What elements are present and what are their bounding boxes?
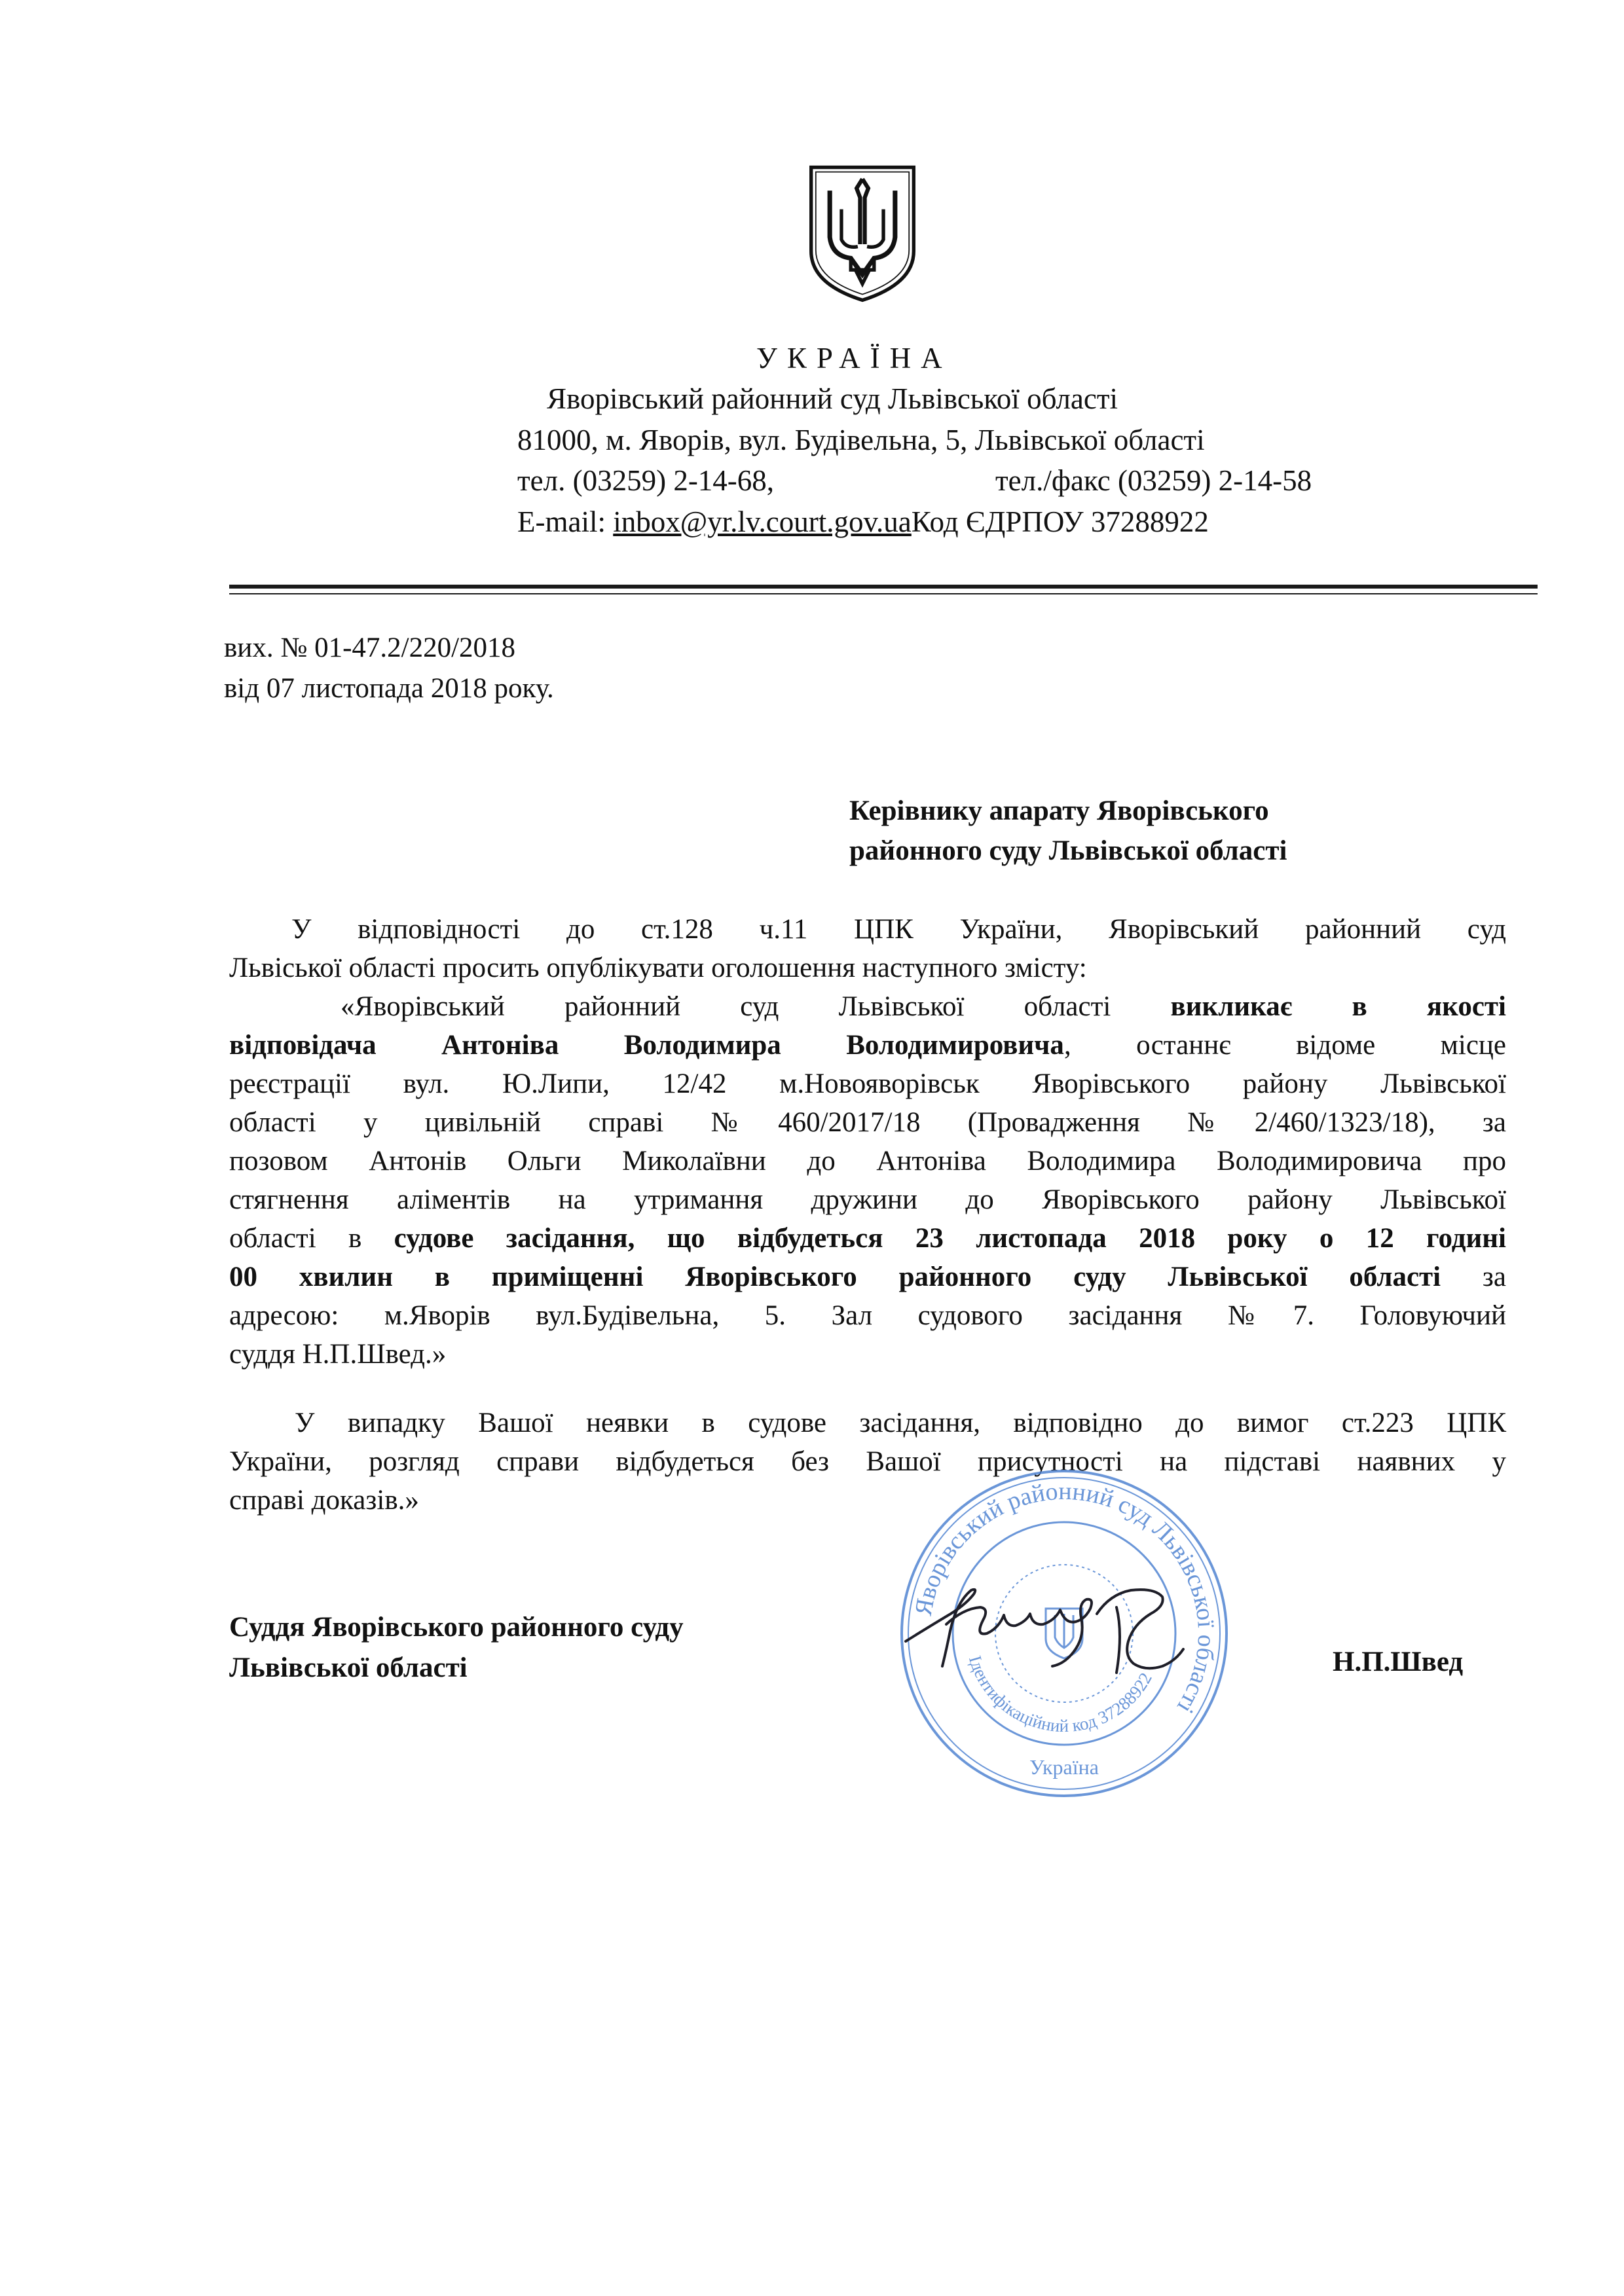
header-divider-thin [229, 593, 1538, 594]
addressee-block [849, 791, 1287, 871]
header-address: 81000, м. Яворів, вул. Будівельна, 5, Львівської області [517, 424, 1205, 456]
text-run: , останнє відоме місце [1063, 1030, 1507, 1061]
signature-title-line-1: Суддя Яворівського районного суду [229, 1612, 684, 1643]
stamp-code-text: Ідентифікаційний код 37288922 [965, 1653, 1156, 1736]
paragraph-line: області у цивільній справі №460/2017/18 (Провадження №2/460/1323/18), за [229, 1107, 1506, 1138]
paragraph-line: суддя Н.П.Швед.» [229, 1339, 447, 1370]
email-label: E-mail: [517, 505, 614, 538]
paragraph-line: Львіської області просить опублікувати оголошення наступного змісту: [229, 953, 1087, 983]
paragraph-line: України, розгляд справи відбудеться без Вашої присутності на підставі наявних у [229, 1446, 1506, 1477]
coat-of-arms-icon [804, 162, 921, 305]
paragraph-announcement [229, 987, 1506, 1374]
paragraph-line [229, 1258, 1506, 1296]
text-run: за [1441, 1262, 1506, 1292]
text-run-bold: відповідача Антоніва Володимира Володимировича [229, 1030, 1064, 1061]
paragraph-line: справі доказів.» [229, 1485, 419, 1516]
paragraph-line [229, 1026, 1506, 1065]
paragraph-line: У відповідності до ст.128 ч.11 ЦПК України, Яворівський районний суд [291, 914, 1506, 945]
outgoing-number: вих. № 01-47.2/220/2018 [224, 632, 516, 663]
header-fax: тел./факс (03259) 2-14-58 [995, 464, 1312, 497]
paragraph-line [229, 1219, 1506, 1258]
text-run-bold: 00 хвилин в приміщенні Яворівського районного суду Львівської області [229, 1262, 1441, 1292]
paragraph-line: реєстрації вул. Ю.Липи, 12/42 м.Новояворівськ Яворівського району Львівської [229, 1068, 1506, 1099]
signatory-name: Н.П.Швед [1333, 1647, 1464, 1677]
text-run-bold: судове засідання, що відбудеться 23 листопада 2018 року о 12 годині [394, 1223, 1506, 1254]
paragraph-line: стягнення аліментів на утримання дружини до Яворівського району Львівської [229, 1184, 1506, 1215]
text-run: області в [229, 1223, 394, 1254]
header-phone: тел. (03259) 2-14-68, [517, 464, 775, 497]
header-divider-thick [229, 585, 1538, 589]
signature-title [229, 1607, 684, 1688]
paragraph-warning [229, 1404, 1506, 1520]
handwritten-signature [900, 1568, 1189, 1692]
header-court-name: Яворівський районний суд Львівської області [547, 382, 1118, 415]
addressee-line-1: Керівнику апарату Яворівського [849, 795, 1269, 826]
header-email-line [517, 507, 1209, 537]
edrpou-code: Код ЄДРПОУ 37288922 [911, 505, 1209, 538]
paragraph-line: адресою: м.Яворів вул.Будівельна, 5. Зал судового засідання №7. Головуючий [229, 1300, 1506, 1331]
paragraph-line: У випадку Вашої неявки в судове засідання, відповідно до вимог ст.223 ЦПК [295, 1408, 1506, 1438]
addressee-line-2: районного суду Львівської області [849, 835, 1287, 866]
document-date: від 07 листопада 2018 року. [224, 673, 554, 704]
signature-title-line-2: Львівської області [229, 1652, 468, 1683]
stamp-ring-text: Яворівський районний суд Львівської області [909, 1477, 1221, 1719]
paragraph-intro [229, 910, 1506, 987]
paragraph-line: позовом Антонів Ольги Миколаївни до Антоніва Володимира Володимировича про [229, 1146, 1506, 1176]
email-link[interactable]: inbox@yr.lv.court.gov.ua [613, 505, 912, 538]
header-country: УКРАЇНА [756, 342, 952, 374]
text-run-bold: викликає в якості [1170, 991, 1506, 1022]
stamp-country-text: Україна [1029, 1755, 1099, 1779]
text-run: «Яворівський районний суд Львівської області [341, 991, 1171, 1022]
paragraph-line [229, 987, 1506, 1026]
